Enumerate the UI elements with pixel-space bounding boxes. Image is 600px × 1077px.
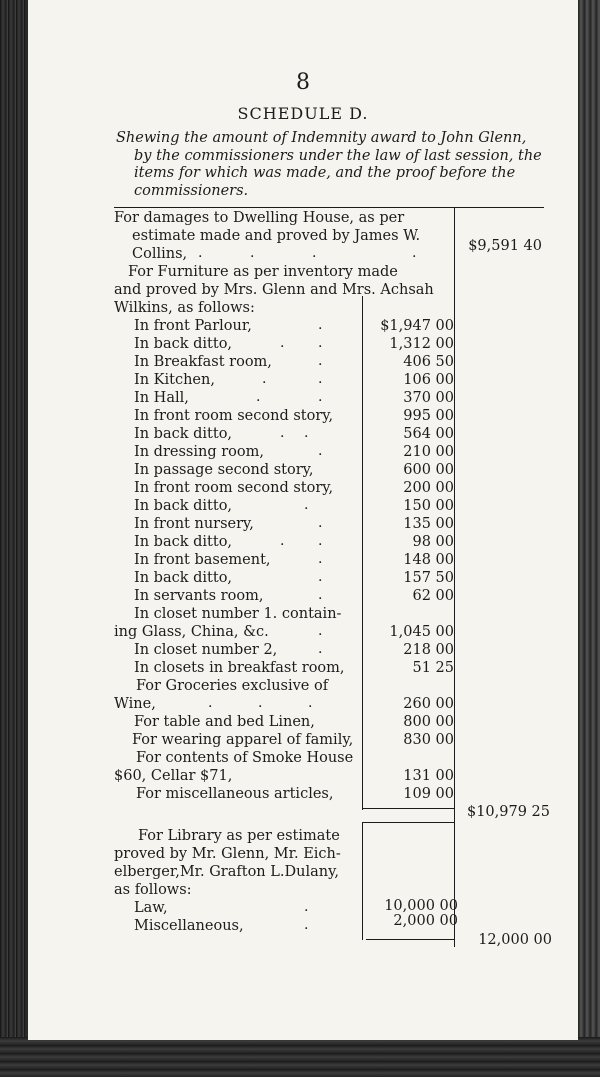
library-top-rule [362,822,454,823]
furniture-line: For Furniture as per inventory made [128,264,398,280]
leader-dot: . [318,641,323,657]
item-amount: 564 00 [403,426,454,442]
leader-dot: . [312,245,317,261]
leader-dot: . [308,695,313,711]
closet2-amount: 218 00 [403,642,454,658]
schedule-caption [116,130,546,200]
furniture-subtotal-rule [362,808,454,809]
leader-dot: . [318,587,323,603]
leader-dot: . [262,371,267,387]
item-amount: 10,000 00 [384,898,458,914]
schedule-title: SCHEDULE D. [237,104,369,123]
leader-dot: . [280,425,285,441]
scan-edge-bottom [0,1037,600,1077]
item-amount: 210 00 [403,444,454,460]
item-amount: 406 50 [403,354,454,370]
leader-dot: . [318,515,323,531]
leader-dot: . [198,245,203,261]
item-label: Law, [134,900,168,916]
leader-dot: . [208,695,213,711]
document-page [28,0,578,1040]
item-amount: 995 00 [403,408,454,424]
item-amount: 200 00 [403,480,454,496]
item-amount: 370 00 [403,390,454,406]
leader-dot: . [258,695,263,711]
library-line: proved by Mr. Glenn, Mr. Eich- [114,846,341,862]
column-rule-totals [454,207,455,947]
dwelling-line: estimate made and proved by James W. [132,228,421,244]
misc-articles-amount: 109 00 [403,786,454,802]
item-label: In servants room, [134,588,264,604]
scan-edge-right [578,0,600,1077]
leader-dot: . [280,335,285,351]
item-amount: $1,947 00 [380,318,454,334]
item-label: In back ditto, [134,570,233,586]
leader-dot: . [304,425,309,441]
leader-dot: . [280,533,285,549]
table-top-rule [114,207,544,208]
furniture-total: $10,979 25 [466,804,550,820]
leader-dot: . [250,245,255,261]
leader-dot: . [304,899,309,915]
smoke-house-amount: 131 00 [403,768,454,784]
library-line: as follows: [114,882,192,898]
scan-edge-left [0,0,26,1077]
closet1-amount: 1,045 00 [389,624,454,640]
leader-dot: . [318,371,323,387]
leader-dot: . [318,551,323,567]
item-amount: 1,312 00 [389,336,454,352]
leader-dot: . [318,443,323,459]
closets-breakfast-amount: 51 25 [412,660,454,676]
leader-dot: . [412,245,417,261]
item-label: In passage second story, [134,462,314,478]
caption-line: Shewing the amount of Indemnity award to John Glenn, [116,130,527,146]
item-label: In front room second story, [134,480,334,496]
library-line: For Library as per estimate [138,828,340,844]
item-label: In front Parlour, [134,318,252,334]
leader-dot: . [318,389,323,405]
page-number: 8 [296,70,310,95]
library-total: 12,000 00 [478,932,552,948]
leader-dot: . [304,917,309,933]
furniture-line: Wilkins, as follows: [114,300,255,316]
item-label: In front nursery, [134,516,254,532]
leader-dot: . [318,569,323,585]
caption-line: by the commissioners under the law of last session, the [134,147,542,164]
closet1-line: In closet number 1. contain- [134,606,342,622]
leader-dot: . [318,533,323,549]
leader-dot: . [318,353,323,369]
dwelling-total: $9,591 40 [468,238,542,254]
item-amount: 148 00 [403,552,454,568]
item-amount: 2,000 00 [393,913,458,929]
caption-line: items for which was made, and the proof before the [134,165,516,181]
dwelling-line: Collins, [132,246,188,262]
closet2-label: In closet number 2, [134,642,278,658]
smoke-house-line: For contents of Smoke House [136,750,354,766]
item-label: In Kitchen, [134,372,215,388]
apparel-label: For wearing apparel of family, [132,732,354,748]
item-amount: 600 00 [403,462,454,478]
smoke-house-line: $60, Cellar $71, [114,768,233,784]
item-label: In Breakfast room, [134,354,272,370]
linen-amount: 800 00 [403,714,454,730]
item-amount: 62 00 [412,588,454,604]
library-subtotal-rule [366,939,454,940]
library-line: elberger,Mr. Grafton L.Dulany, [114,864,339,880]
linen-label: For table and bed Linen, [134,714,315,730]
item-amount: 157 50 [403,570,454,586]
caption-line: commissioners. [134,182,249,199]
groceries-amount: 260 00 [403,696,454,712]
item-label: Miscellaneous, [134,918,244,934]
item-amount: 135 00 [403,516,454,532]
item-label: In back ditto, [134,336,233,352]
item-label: In front room second story, [134,408,334,424]
misc-articles-label: For miscellaneous articles, [136,786,334,802]
leader-dot: . [256,389,261,405]
item-label: In back ditto, [134,426,233,442]
groceries-line: Wine, [114,696,156,712]
item-label: In front basement, [134,552,271,568]
apparel-amount: 830 00 [403,732,454,748]
closets-breakfast-label: In closets in breakfast room, [134,660,345,676]
item-amount: 106 00 [403,372,454,388]
dwelling-line: For damages to Dwelling House, as per [114,210,405,226]
closet1-line: ing Glass, China, &c. [114,624,269,640]
item-amount: 150 00 [403,498,454,514]
furniture-line: and proved by Mrs. Glenn and Mrs. Achsah [114,282,434,298]
item-label: In Hall, [134,390,189,406]
item-label: In back ditto, [134,534,233,550]
item-label: In dressing room, [134,444,264,460]
leader-dot: . [304,497,309,513]
leader-dot: . [318,317,323,333]
item-label: In back ditto, [134,498,233,514]
groceries-line: For Groceries exclusive of [136,678,329,694]
leader-dot: . [318,335,323,351]
item-amount: 98 00 [412,534,454,550]
leader-dot: . [318,623,323,639]
